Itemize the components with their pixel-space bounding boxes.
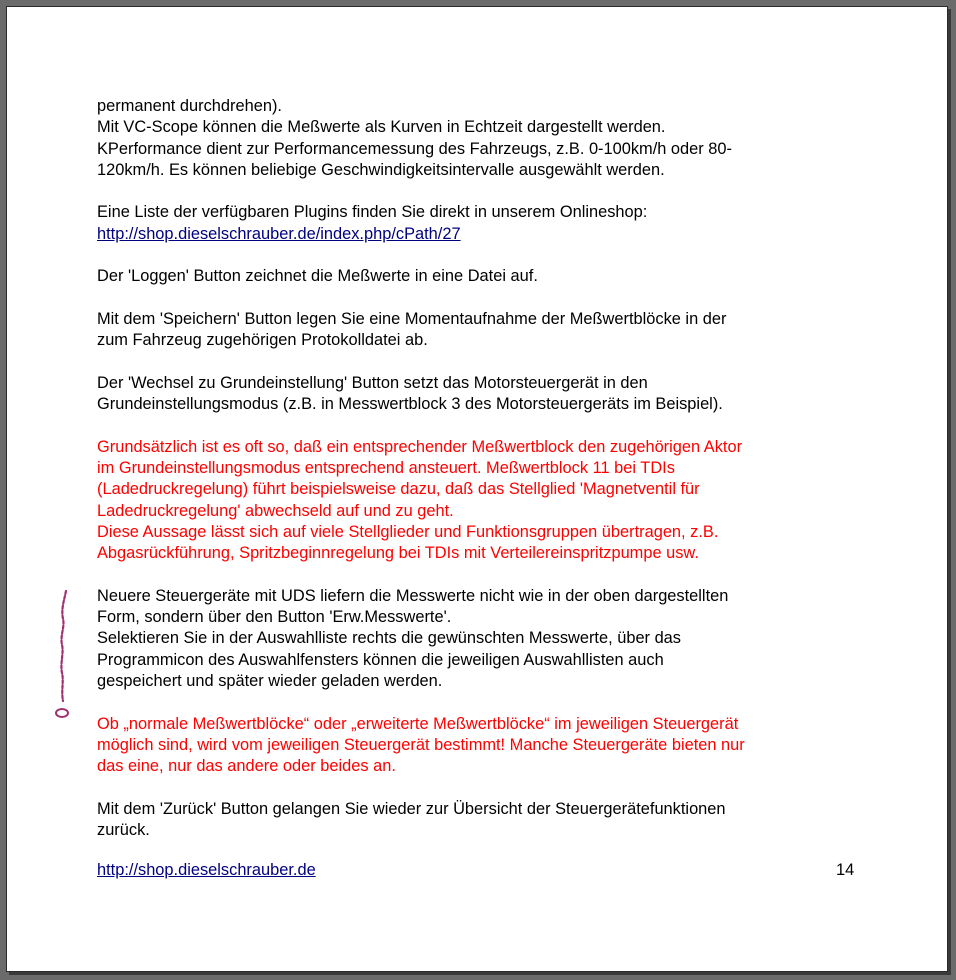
zurueck-paragraph (97, 799, 867, 842)
text-line: zum Fahrzeug zugehörigen Protokolldatei ab. (97, 331, 428, 350)
text-line: zurück. (97, 821, 150, 840)
text-line: Der 'Loggen' Button zeichnet die Meßwerte in eine Datei auf. (97, 267, 538, 286)
text-line: gespeichert und später wieder geladen werden. (97, 672, 443, 691)
text-line: Grundsätzlich ist es oft so, daß ein entsprechender Meßwertblock den zugehörigen Aktor (97, 437, 743, 456)
text-line: das eine, nur das andere oder beides an. (97, 757, 396, 776)
speichern-paragraph (97, 309, 867, 352)
warning-paragraph-messwertbloecke (97, 714, 867, 778)
page-number: 14 (836, 861, 855, 879)
text-line: permanent durchdrehen). (97, 97, 282, 115)
text-line: Abgasrückführung, Spritzbeginnregelung bei TDIs mit Verteilereinspritzpumpe usw. (97, 544, 699, 563)
text-line: (Ladedruckregelung) führt beispielsweise dazu, daß das Stellglied 'Magnetventil für (97, 480, 700, 499)
text-line: Mit dem 'Speichern' Button legen Sie eine Momentaufnahme der Meßwertblöcke in der (97, 309, 727, 328)
text-line: Eine Liste der verfügbaren Plugins finden Sie direkt in unserem Onlineshop: (97, 203, 648, 222)
text-line: Ladedruckregelung' abwechseld auf und zu geht. (97, 501, 454, 520)
loggen-paragraph (97, 266, 867, 287)
text-line: Grundeinstellungsmodus (z.B. in Messwertblock 3 des Motorsteuergeräts im Beispiel). (97, 395, 723, 414)
document-page (6, 6, 948, 972)
text-line: Form, sondern über den Button 'Erw.Messwerte'. (97, 608, 452, 627)
text-line: Selektieren Sie in der Auswahlliste rechts die gewünschten Messwerte, über das (97, 629, 681, 648)
plugins-paragraph (97, 96, 867, 181)
text-line: Diese Aussage lässt sich auf viele Stellglieder und Funktionsgruppen übertragen, z.B. (97, 522, 719, 541)
plugin-list-paragraph (97, 202, 867, 245)
text-line: Neuere Steuergeräte mit UDS liefern die Messwerte nicht wie in der oben dargestellten (97, 586, 729, 605)
warning-paragraph-aktor (97, 437, 867, 565)
footer-shop-link[interactable]: http://shop.dieselschrauber.de (97, 861, 316, 879)
plugins-shop-link[interactable]: http://shop.dieselschrauber.de/index.php/cPath/27 (97, 224, 461, 243)
text-line: Ob „normale Meßwertblöcke“ oder „erweiterte Meßwertblöcke“ im jeweiligen Steuergerät (97, 714, 739, 733)
text-line: Programmicon des Auswahlfensters können die jeweiligen Auswahllisten auch (97, 650, 664, 669)
text-line: möglich sind, wird vom jeweiligen Steuergerät bestimmt! Manche Steuergeräte bieten nur (97, 735, 745, 754)
text-line: KPerformance dient zur Performancemessung des Fahrzeugs, z.B. 0-100km/h oder 80- (97, 139, 732, 158)
text-line: Der 'Wechsel zu Grundeinstellung' Button setzt das Motorsteuergerät in den (97, 373, 648, 392)
text-line: im Grundeinstellungsmodus entsprechend ansteuert. Meßwertblock 11 bei TDIs (97, 459, 675, 478)
page-content (97, 96, 867, 863)
text-line: Mit dem 'Zurück' Button gelangen Sie wieder zur Übersicht der Steuergerätefunktionen (97, 799, 726, 818)
grundeinstellung-paragraph (97, 373, 867, 416)
text-line: 120km/h. Es können beliebige Geschwindigkeitsintervalle ausgewählt werden. (97, 160, 665, 179)
text-line: Mit VC-Scope können die Meßwerte als Kurven in Echtzeit dargestellt werden. (97, 118, 666, 137)
handwritten-scribble-mark (53, 587, 83, 727)
uds-paragraph (97, 586, 867, 692)
